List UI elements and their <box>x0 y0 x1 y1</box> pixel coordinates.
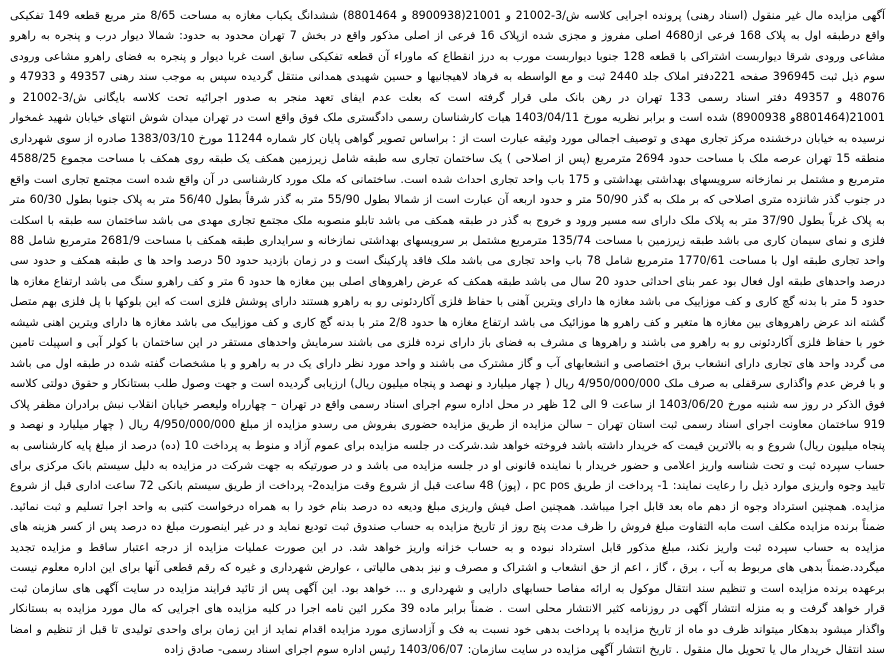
auction-notice-text: آگهی مزایده مال غیر منقول (اسناد رهنی) پرونده اجرایی کلاسه ش/3-21002 و 21001(8900938 و 8801464) ششدانگ یکباب مغازه به مساحت 8/65 متر مربع قطعه 149 تفکیکی واقع درطبقه اول به پلاک 168 فرعی از4680 اصلی مفروز و مجزی شده ازپلاک 16 فرعی از اصلی مذکور واقع در بخش 7 تهران محدود به حدود: شمالا دیوار درب و پنجره به راهرو مشاعی ورودی شرقا دیواربست اشتراکی با قطعه 128 جنوبا دیواربست مورب به درز انقطاع که ماوراء آن قطعه تفکیکی سابق است غربا دیوار و پنجره به فضای راهرو مشاعی ورودی سوم ذیل ثبت 396945 صفحه 221دفتر املاک جلد 2440 ثبت و مع الواسطه به فرهاد لاهیجانیها و حسین شهیدی همدانی منتقل گردیده سپس به موجب سند رهنی 49357 و 47933 و 48076 و 49357 دفتر اسناد رسمی 133 تهران در رهن بانک ملی قرار گرفته است که بعلت عدم ایفای تعهد منجر به صدور اجرائیه تحت کلاسه بایگانی ش/3-21002 و 21001(8801464و 8900938) شده است و برابر نظریه مورخ 1403/04/11 هیات کارشناسان رسمی دادگستری ملک فوق واقع است در تهران میدان شوش انتهای خیابان شهید غمخوار نرسیده به خیابان درخشنده مرکز تجاری مهدی و توصیف اجمالی مورد وثیقه عبارت است از : براساس تصویر گواهی پایان کار شماره 11244 مورخ 1383/03/10 صادره از سوی شهرداری منطقه 15 تهران عرصه ملک با مساحت حدود 2694 مترمربع (پس از اصلاحی ) یک ساختمان تجاری سه طبقه شامل زیرزمین همکف یک طبقه روی همکف با مساحت مجموع 4588/25 مترمربع و مشتمل بر نمازخانه سرویسهای بهداشتی بهداشتی و 175 باب واحد تجاری احداث شده است. ساختمانی که ملک مورد کارشناسی در آن واقع شده است مجتمع تجاری است واقع در جنوب گذر شانزده متری اصلاحی که بر ملک به گذر 50/90 متر و حدود اربعه آن عبارت است از شمالا بطول 55/90 متر به گذر شرقاً بطول 56/40 متر به پلاک جنوبا بطول 60/30 متر به پلاک غرباً بطول 37/90 متر به پلاک ملک دارای سه مسیر ورود و خروج به گذر در طبقه همکف می باشد تابلو منصوبه ملک مجتمع تجاری مهدی می باشد ساختمان سه طبقه با اسکلت فلزی و نمای سیمان کاری می باشد طبقه زیرزمین با مساحت 135/74 مترمربع مشتمل بر سرویسهای بهداشتی نمازخانه و سرایداری طبقه همکف با مساحت 2681/9 مترمربع شامل 88 واحد تجاری طبقه اول با مساحت 1770/61 مترمربع شامل 78 باب واحد تجاری می باشد ملک فاقد پارکینگ است و در زمان بازدید حدود 50 درصد واحد ها ی طبقه همکف و حدود سی درصد واحدهای طبقه اول فعال بود عمر بنای احداثی حدود 20 سال می باشد طبقه همکف که عرض راهروهای اصلی بین مغازه ها حدود 6 متر و کف راهرو سنگ می باشد ارتفاع مغازه ها حدود 5 متر با بدنه گچ کاری و کف موزاییک می باشد مغازه ها دارای ویترین آهنی با حفاظ فلزی آکاردئونی رو به راهرو هستند دارای پوشش فلزی است که این بلوکها با پل فلزی بهم متصل گشته اند عرض راهروهای بین مغازه ها متغیر و کف راهرو ها موزائیک می باشد ارتفاع مغازه ها حدود 2/8 متر با بدنه گچ کاری و کف موزاییک می باشد مغازه ها دارای ویترین اهنی شیشه خور با حفاظ فلزی آکاردئونی رو به راهرو می باشند و راهروها ی مشرف به فضای باز دارای نرده فلزی می باشند سرمایش واحدهای مستقر در این ساختمان با کولر آبی و اسپیلت تامین می گردد واحد های تجاری دارای انشعاب برق اختصاصی و انشعابهای آب و گاز مشترک می باشند و واحد مورد نظر دارای یک در به راهرو و با مشخصات گفته شده در طبقه اول می باشد و با فرض عدم واگذاری سرقفلی به صرف ملک 4/950/000/000 ریال ( چهار میلیارد و نهصد و پنجاه میلیون ریال) ارزیابی گردیده است و جهت وصول طلب بستانکار و حقوق دولتی کلاسه فوق الذکر در روز سه شنبه مورخ 1403/06/20 از ساعت 9 الی 12 ظهر در محل اداره سوم اجرای اسناد رسمی واقع در تهران – چهارراه ولیعصر خیابان انقلاب نبش برادران مظفر پلاک 919 ساختمان معاونت اجرای اسناد رسمی ثبت استان تهران – سالن مزایده از طریق مزایده حضوری بفروش می رسدو مزایده از مبلغ 4/950/000/000 ریال ( چهار میلیارد و نهصد و پنجاه میلیون ریال) شروع و به بالاترین قیمت که خریدار داشته باشد فروخته خواهد شد.شرکت در جلسه مزایده برای عموم آزاد و منوط به پرداخت 10 (ده) درصد از مبلغ پایه کارشناسی به حساب سپرده ثبت و تحت شناسه واریز اعلامی و حضور خریدار با نماینده قانونی او در جلسه مزایده می باشد و در صورتیکه به جهت شرکت در مزایده به دلیل سیستم بانک مرکزی برای تایید وجوه واریزی موارد ذیل را رعایت نمایند: 1- پرداخت از طریق pc pos ، (پوز) 48 ساعت قبل از شروع وقت مزایده2- پرداخت از طریق سیستم بانکی 72 ساعت اداری قبل از شروع مزایده. همچنین استرداد وجوه از دهم ماه بعد قابل اجرا میباشد. همچنین اصل فیش واریزی مبلغ ودیعه ده درصد بنام خود را به همراه درخواست کتبی به واحد اجرا تسلیم و ثبت نمائید. ضمناً برنده مزایده مکلف است مابه التفاوت مبلغ فروش را ظرف مدت پنج روز از تاریخ مزایده به حساب صندوق ثبت تودیع نماید و در غیر اینصورت مبلغ ده درصد پس از کسر هزینه های مزایده به حساب سپرده ثبت واریز نکند، مبلغ مذکور قابل استرداد نبوده و به حساب خزانه واریز خواهد شد. در این صورت عملیات مزایده از درجه اعتبار ساقط و مزایده تجدید میگردد.ضمناً بدهی های مربوط به آب ، برق ، گاز ، اعم از حق انشعاب و اشتراک و مصرف و نیز بدهی مالیاتی ، عوارض شهرداری و غیره که رقم قطعی آنها برای این اداره معلوم نیست برعهده برنده مزایده است و تنظیم سند انتقال موکول به ارائه مفاصا حسابهای دارایی و شهرداری و ... خواهد بود. این آگهی پس از تائید فرایند مزایده در سایت آگهی های سازمان ثبت قرار خواهد گرفت و به منزله انتشار آگهی در روزنامه کثیر الانتشار محلی است . ضمناً برابر ماده 39 مکرر ائین نامه اجرا در کلیه مزایده های اجرایی که مال مورد مزایده به بستانکار واگذار میشود بدهکار میتواند ظرف دو ماه از تاریخ مزایده با پرداخت بدهی خود نسبت به فک و آزادسازی مورد مزایده اقدام نماید از این زمان برای واحدی تولیدی تا قبل از تنظیم و امضا سند انتقال خریدار مال یا تحویل مال منقول . تاریخ انتشار آگهی مزایده در سایت سازمان: 1403/06/07 رئیس اداره سوم اجرای اسناد رسمی- صادق زاده <box>10 9 886 657</box>
